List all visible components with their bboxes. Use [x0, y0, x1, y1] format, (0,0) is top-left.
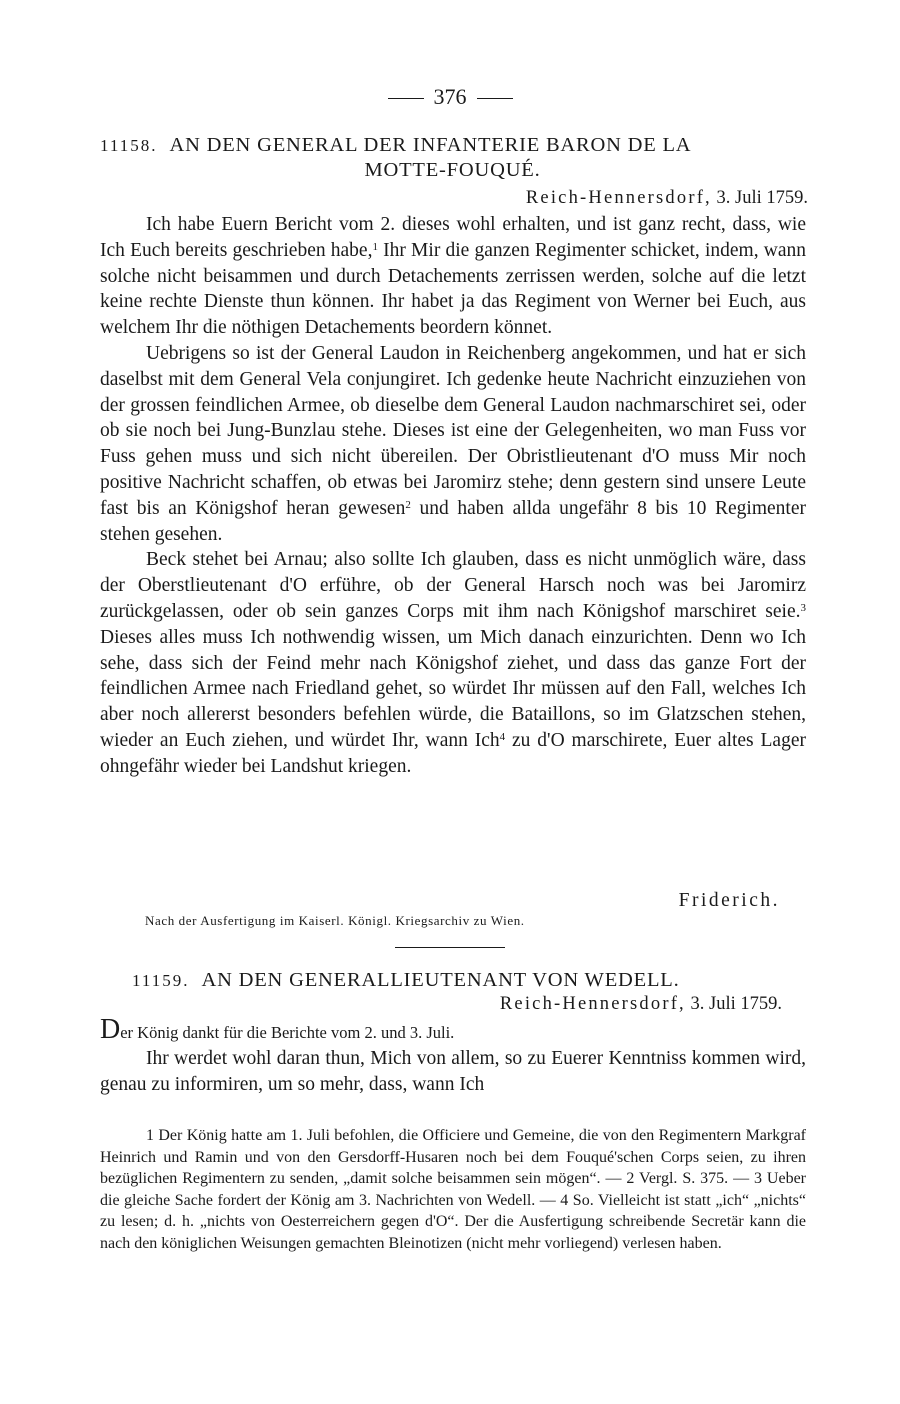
paragraph-text: Ich habe Euern Bericht vom 2. dieses wohl erhalten, und ist ganz recht, dass, wie Ich Euch bereits geschrieben habe, [100, 214, 806, 261]
letter-body-2 [100, 1014, 806, 1097]
section-divider [395, 947, 505, 948]
letter-dateline [526, 188, 808, 209]
footnotes-text: 1 Der König hatte am 1. Juli befohlen, die Officiere und Gemeine, die von den Regimentern Markgraf Heinrich und Ramin und von den Gersdorff-Husaren noch bei dem Fouqué'schen Corps seien, zu ihren bezüglichen Regimentern zu senden, „damit solche beisammen sein mögen“. — 2 Vergl. S. 375. — 3 Ueber die gleiche Sache fordert der König am 3. Nachrichten von Wedell. — 4 So. Vielleicht ist statt „ich“ „nichts“ zu lesen; d. h. „nichts von Oesterreichern gegen d'O“. Der die Ausfertigung schreibende Secretär kann die nach den königlichen Weisungen gemachten Bleinotizen (nicht mehr vorliegend) verlesen haben. [100, 1127, 806, 1252]
source-note: Nach der Ausfertigung im Kaiserl. Königl. Kriegsarchiv zu Wien. [145, 913, 525, 928]
letter-title-line2: MOTTE-FOUQUÉ. [364, 159, 541, 181]
letter-date-2: 3. Juli 1759. [690, 994, 782, 1014]
letter-paragraph-1 [100, 212, 806, 341]
letter-heading-line1 [100, 133, 805, 158]
summary-text: er König dankt für die Berichte vom 2. und 3. Juli. [120, 1023, 455, 1042]
letter-dateline-2 [500, 994, 782, 1015]
summary-initial: D [100, 1014, 121, 1045]
footnote-ref: 1 [372, 240, 378, 253]
paragraph-text: Ihr Mir die ganzen Regimenter schicket, indem, wann solche nicht beisammen und durch Detachements zerrissen werden, solche auf die letzt keine rechte Dienste thun können. Ihr habet ja das Regiment von Werner bei Euch, aus welchem Ihr die nöthigen Detachements beordern könnet. [100, 239, 806, 339]
letter-title-2: AN DEN GENERALLIEUTENANT VON WEDELL. [201, 969, 680, 991]
letter-number-2: 11159. [132, 971, 190, 990]
letter-summary [100, 1014, 806, 1046]
page-number-text: 376 [433, 84, 467, 109]
letter-place: Reich-Hennersdorf, [525, 188, 712, 208]
letter-heading-2-line [100, 968, 805, 993]
footnote-ref: 4 [499, 730, 506, 743]
letter-place-2: Reich-Hennersdorf, [499, 994, 686, 1014]
paragraph-text: Uebrigens so ist der General Laudon in Reichenberg angekommen, und hat er sich daselbst mit dem General Vela conjungiret. Ich gedenke heute Nachricht einzuziehen von der grossen feindlichen Armee, ob dieselbe dem General Laudon nachmarschiret sei, oder ob sie noch bei Jung-Bunzlau stehe. Dieses ist eine der Gelegenheiten, wo man Fuss vor Fuss gehen muss und sich nicht übereilen. Der Obristlieutenant d'O muss Mir noch positive Nachricht schaffen, ob etwas bei Jaromirz stehe; denn gestern sind unsere Leute fast bis an Königshof heran gewesen [100, 342, 806, 519]
signature: Friderich. [678, 890, 780, 911]
letter-body [100, 212, 806, 780]
page-number [0, 84, 900, 110]
page-number-dash-right [477, 98, 513, 99]
footnotes [100, 1125, 806, 1254]
paragraph-text: zu d'O marschirete, Euer altes Lager ohngefähr wieder bei Landshut kriegen. [100, 729, 806, 777]
page-number-dash-left [388, 98, 424, 99]
paragraph-text: Beck stehet bei Arnau; also sollte Ich glauben, dass es nicht unmöglich wäre, dass der Oberstlieutenant d'O erführe, ob der General Harsch noch was bei Jaromirz zurückgelassen, oder ob sein ganzes Corps mit ihm nach Königshof marschiret seie. [100, 549, 806, 622]
letter-paragraph-2 [100, 341, 806, 547]
letter-number: 11158. [100, 136, 158, 155]
letter-heading [100, 133, 805, 183]
footnote-ref: 3 [800, 601, 806, 614]
letter-date: 3. Juli 1759. [716, 188, 808, 208]
letter-title-line1: AN DEN GENERAL DER INFANTERIE BARON DE LA [169, 134, 692, 156]
footnote-ref: 2 [405, 498, 411, 511]
letter-paragraph-3 [100, 547, 806, 779]
letter-2-paragraph-1: Ihr werdet wohl daran thun, Mich von allem, so zu Euerer Kenntniss kommen wird, genau zu informiren, um so mehr, dass, wann Ich [100, 1047, 806, 1095]
paragraph-text: Dieses alles muss Ich nothwendig wissen, um Mich danach einzurichten. Denn wo Ich sehe, dass sich der Feind mehr nach Königshof ziehet, und dass das ganze Fort der feindlichen Armee nach Friedland gehet, so würdet Ihr müssen auf den Fall, welches Ich aber noch allererst besonders befehlen würde, die Bataillons, so im Glatzschen stehen, wieder an Euch ziehen, und würdet Ihr, wann Ich [100, 626, 806, 751]
paragraph-text: und haben allda ungefähr 8 bis 10 Regimenter stehen gesehen. [100, 497, 806, 545]
letter-heading-2 [100, 968, 805, 993]
